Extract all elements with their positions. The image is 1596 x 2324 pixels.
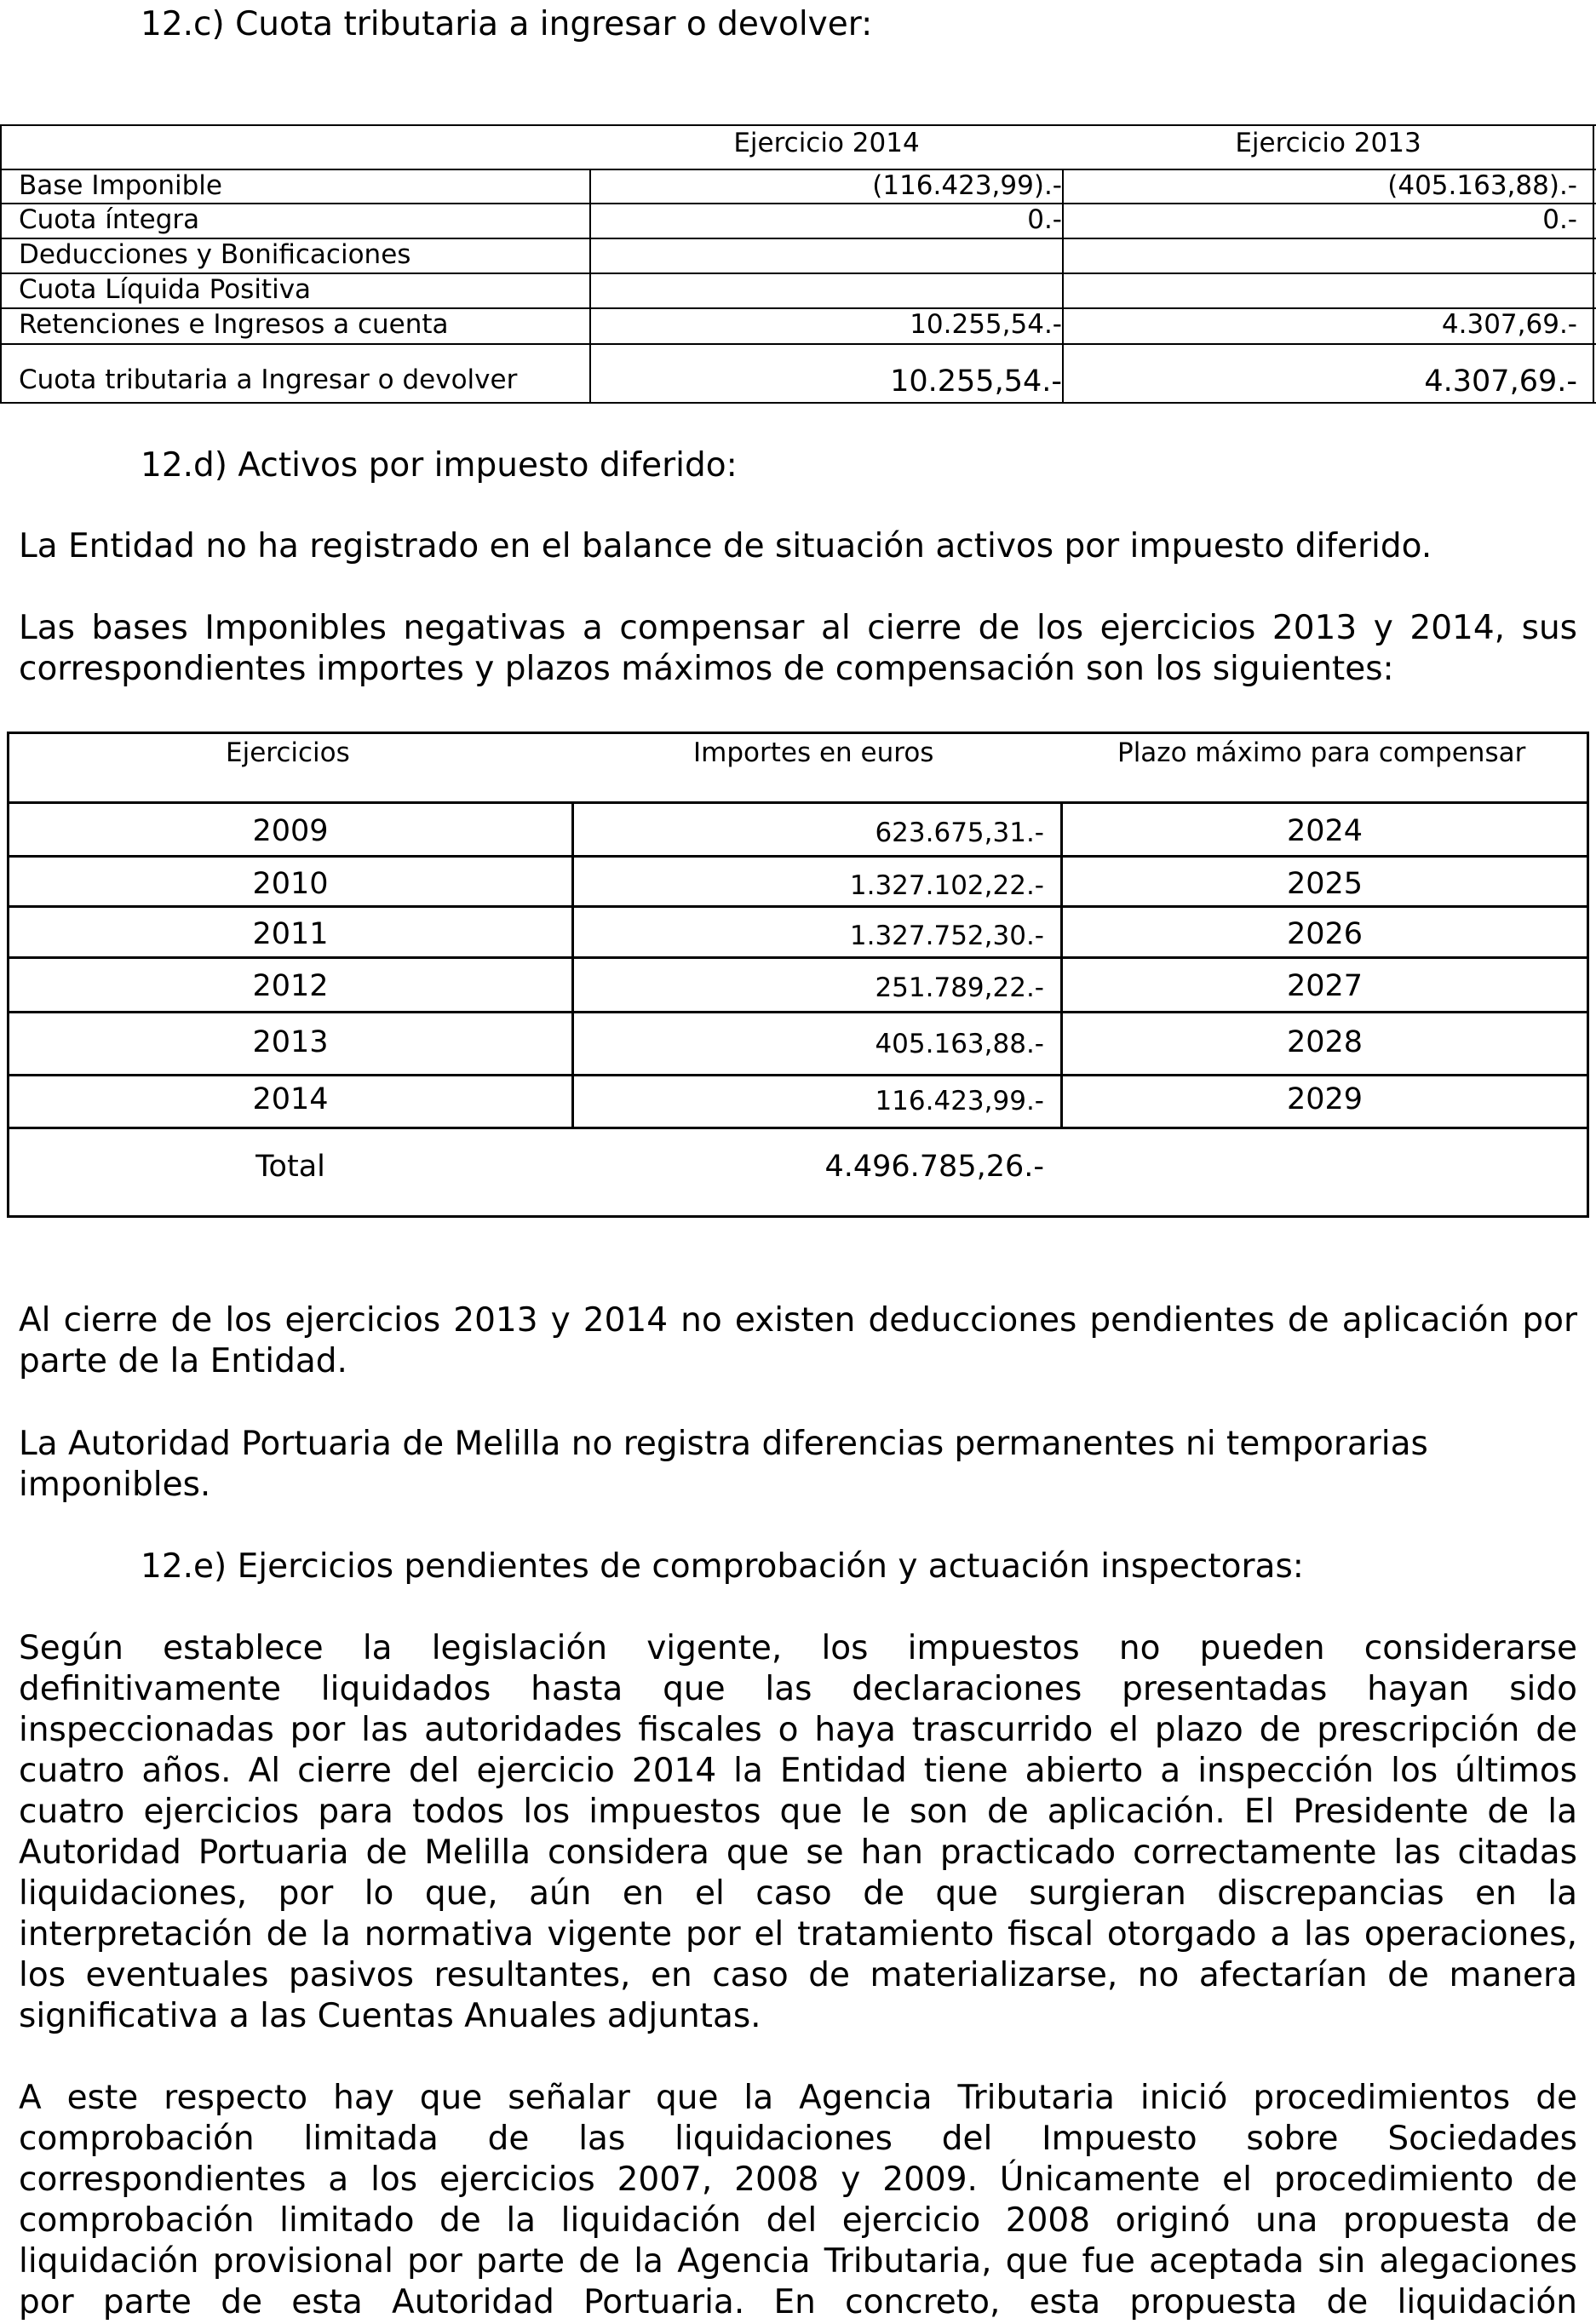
row-value-2014: 10.255,54.-	[890, 364, 1062, 399]
header-deadline: Plazo máximo para compensar	[1117, 737, 1526, 768]
paragraph-line: inspeccionadas por las autoridades fiscales o haya trascurrido el plazo de prescripción de	[19, 1711, 1577, 1749]
paragraph-line: La Autoridad Portuaria de Melilla no registra diferencias permanentes ni temporarias	[19, 1425, 1428, 1463]
amount-cell: 1.327.752,30.-	[849, 921, 1044, 951]
year-cell: 2009	[252, 814, 329, 848]
row-value-2013: 4.307,69.-	[1424, 364, 1577, 399]
header-years: Ejercicios	[226, 737, 350, 768]
paragraph-legislation	[19, 1628, 1577, 2037]
total-label: Total	[255, 1150, 325, 1184]
paragraph-line: liquidaciones, por lo que, aún en el caso de que surgieran discrepancias en la	[19, 1874, 1577, 1913]
paragraph-line: correspondientes a los ejercicios 2007, 2008 y 2009. Únicamente el procedimiento de	[19, 2160, 1577, 2199]
row-value-2013: 4.307,69.-	[1441, 309, 1577, 340]
paragraph-line: Las bases Imponibles negativas a compensar al cierre de los ejercicios 2013 y 2014, sus	[19, 609, 1577, 647]
amount-cell: 405.163,88.-	[875, 1029, 1044, 1059]
deadline-cell: 2024	[1286, 814, 1363, 848]
row-label: Cuota íntegra	[19, 204, 200, 235]
paragraph-negative-bases	[19, 608, 1577, 690]
row-label: Base Imponible	[19, 170, 222, 201]
year-cell: 2012	[252, 969, 329, 1003]
paragraph-differences	[19, 1424, 1577, 1506]
paragraph-line: cuatro años. Al cierre del ejercicio 2014 la Entidad tiene abierto a inspección los últimos	[19, 1752, 1577, 1790]
heading-12e: 12.e) Ejercicios pendientes de comprobación y actuación inspectoras:	[141, 1547, 1304, 1586]
amount-cell: 623.675,31.-	[875, 818, 1044, 848]
header-2013: Ejercicio 2013	[1235, 128, 1421, 158]
amount-cell: 1.327.102,22.-	[849, 870, 1044, 901]
paragraph-line: correspondientes importes y plazos máximos de compensación son los siguientes:	[19, 650, 1394, 688]
row-value-2013: 0.-	[1542, 204, 1577, 235]
row-label: Retenciones e Ingresos a cuenta	[19, 309, 449, 340]
paragraph-line: Según establece la legislación vigente, los impuestos no pueden considerarse	[19, 1629, 1577, 1667]
paragraph-line: comprobación limitado de la liquidación del ejercicio 2008 originó una propuesta de	[19, 2201, 1577, 2240]
row-label: Cuota Líquida Positiva	[19, 274, 312, 305]
paragraph-line: definitivamente liquidados hasta que las declaraciones presentadas hayan sido	[19, 1670, 1577, 1708]
heading-12c: 12.c) Cuota tributaria a ingresar o devolver:	[141, 5, 873, 43]
row-label: Deducciones y Bonificaciones	[19, 239, 411, 270]
paragraph-line: A este respecto hay que señalar que la Agencia Tributaria inició procedimientos de	[19, 2079, 1577, 2117]
row-value-2014: (116.423,99).-	[872, 170, 1062, 201]
total-amount: 4.496.785,26.-	[824, 1150, 1044, 1184]
row-value-2013: (405.163,88).-	[1387, 170, 1577, 201]
heading-12d: 12.d) Activos por impuesto diferido:	[141, 446, 738, 485]
paragraph-line: por parte de esta Autoridad Portuaria. En concreto, esta propuesta de liquidación	[19, 2283, 1577, 2321]
paragraph-line: los eventuales pasivos resultantes, en caso de materializarse, no afectarían de manera	[19, 1956, 1577, 1994]
header-2014: Ejercicio 2014	[733, 128, 920, 158]
paragraph-line: significativa a las Cuentas Anuales adjuntas.	[19, 1997, 761, 2035]
paragraph-agency	[19, 2078, 1577, 2323]
paragraph-line: imponibles.	[19, 1466, 211, 1504]
deadline-cell: 2026	[1286, 917, 1363, 951]
deadline-cell: 2028	[1286, 1025, 1363, 1059]
paragraph-deductions	[19, 1300, 1577, 1382]
paragraph-line: parte de la Entidad.	[19, 1342, 347, 1380]
paragraph-deferred-assets: La Entidad no ha registrado en el balance de situación activos por impuesto diferido.	[19, 527, 1432, 565]
deadline-cell: 2027	[1286, 969, 1363, 1003]
row-value-2014: 0.-	[1027, 204, 1062, 235]
paragraph-line: comprobación limitada de las liquidaciones del Impuesto sobre Sociedades	[19, 2120, 1577, 2158]
deadline-cell: 2029	[1286, 1082, 1363, 1116]
year-cell: 2013	[252, 1025, 329, 1059]
paragraph-line: interpretación de la normativa vigente por el tratamiento fiscal otorgado a las operaciones,	[19, 1915, 1577, 1954]
amount-cell: 251.789,22.-	[875, 973, 1044, 1003]
paragraph-line: Autoridad Portuaria de Melilla considera que se han practicado correctamente las citadas	[19, 1833, 1577, 1872]
row-label: Cuota tributaria a Ingresar o devolver	[19, 364, 518, 395]
header-amounts: Importes en euros	[693, 737, 934, 768]
year-cell: 2014	[252, 1082, 329, 1116]
year-cell: 2010	[252, 867, 329, 901]
year-cell: 2011	[252, 917, 329, 951]
deadline-cell: 2025	[1286, 867, 1363, 901]
amount-cell: 116.423,99.-	[875, 1086, 1044, 1116]
paragraph-line: liquidación provisional por parte de la Agencia Tributaria, que fue aceptada sin alegaciones	[19, 2242, 1577, 2281]
paragraph-line: cuatro ejercicios para todos los impuestos que le son de aplicación. El Presidente de la	[19, 1793, 1577, 1831]
row-value-2014: 10.255,54.-	[910, 309, 1062, 340]
paragraph-line: Al cierre de los ejercicios 2013 y 2014 no existen deducciones pendientes de aplicación por	[19, 1301, 1577, 1340]
